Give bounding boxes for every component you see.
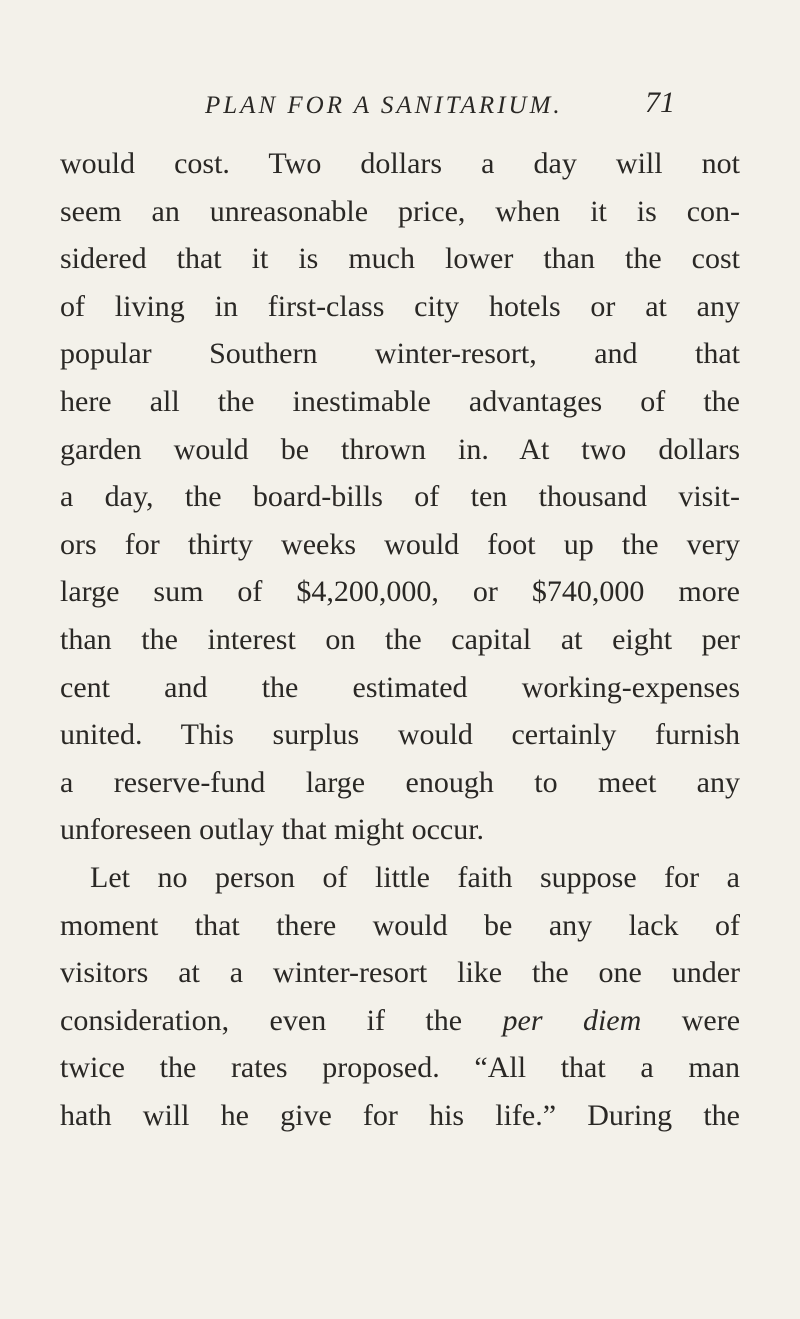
- latin-phrase: per diem: [502, 1003, 642, 1037]
- running-head: PLAN FOR A SANITARIUM.: [205, 92, 563, 119]
- text-line: seem an unreasonable price, when it is con-: [60, 194, 740, 228]
- text-line: visitors at a winter-resort like the one under: [60, 956, 740, 990]
- text-line-with-latin: [60, 997, 740, 1045]
- paragraph-end-line: unforeseen outlay that might occur.: [60, 813, 485, 847]
- text-line: of living in first-class city hotels or at any: [60, 289, 740, 323]
- paragraph-start-line: Let no person of little faith suppose for a: [90, 860, 740, 894]
- text-line: here all the inestimable advantages of the: [60, 384, 740, 418]
- text-line: popular Southern winter-resort, and that: [60, 337, 740, 371]
- page-header: [205, 84, 675, 124]
- text-line: united. This surplus would certainly furnish: [60, 718, 740, 752]
- text-line: twice the rates proposed. “All that a man: [60, 1051, 740, 1085]
- page-number: 71: [645, 86, 675, 119]
- text-line: cent and the estimated working-expenses: [60, 670, 740, 704]
- text-line: would cost. Two dollars a day will not: [60, 147, 740, 180]
- text-line: ors for thirty weeks would foot up the very: [60, 527, 740, 561]
- text-line: sidered that it is much lower than the cost: [60, 242, 740, 276]
- body-text: [60, 140, 740, 1139]
- text-line: large sum of $4,200,000, or $740,000 more: [60, 575, 740, 609]
- text-line: a reserve-fund large enough to meet any: [60, 765, 740, 799]
- text-line: a day, the board-bills of ten thousand visit-: [60, 480, 740, 514]
- text-line: garden would be thrown in. At two dollars: [60, 432, 740, 466]
- text-segment: consideration, even if the: [60, 1003, 463, 1037]
- text-line: than the interest on the capital at eight per: [60, 622, 740, 656]
- text-line: hath will he give for his life.” During the: [60, 1098, 740, 1132]
- text-segment: were: [681, 1003, 741, 1037]
- text-line: moment that there would be any lack of: [60, 908, 740, 942]
